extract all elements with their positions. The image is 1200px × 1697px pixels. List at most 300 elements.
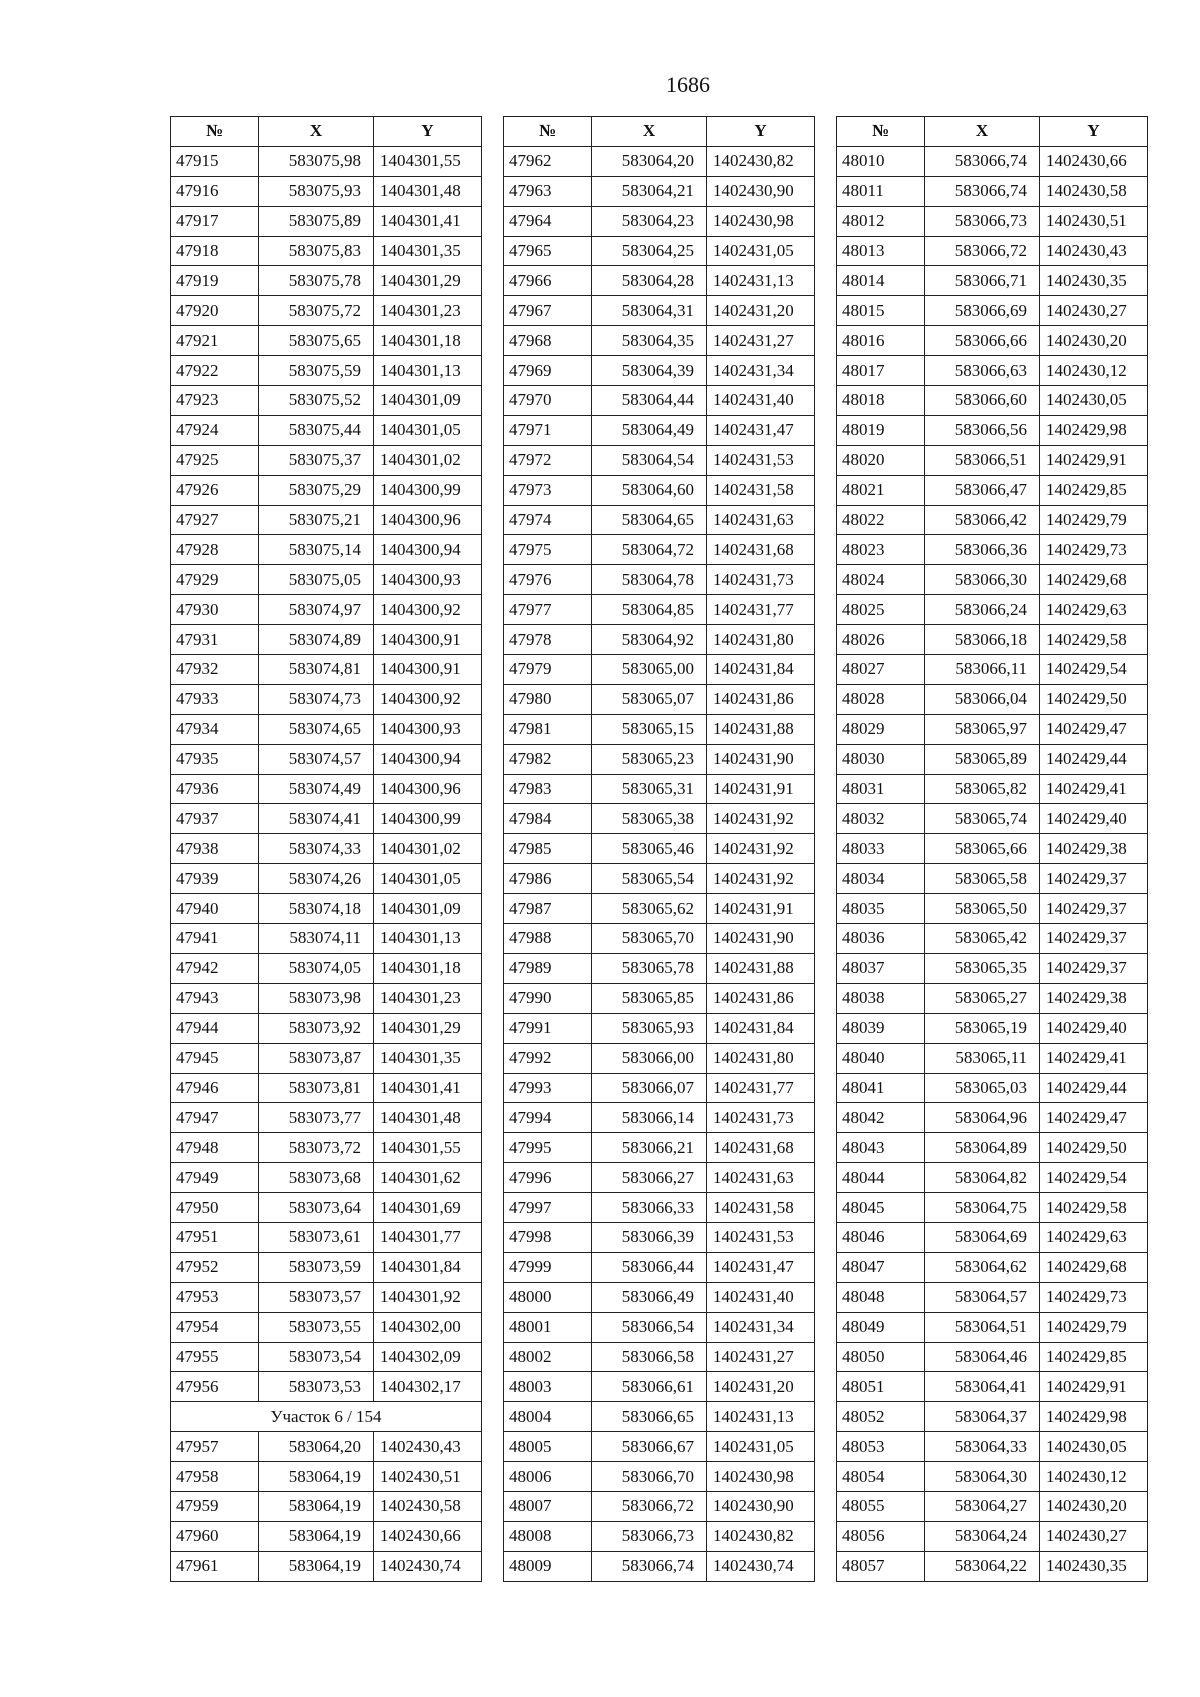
table-row <box>837 1521 1148 1551</box>
point-number-cell: 48029 <box>837 714 925 744</box>
y-coordinate-cell: 1404300,92 <box>374 595 482 625</box>
point-number-cell: 48044 <box>837 1163 925 1193</box>
header-y: Y <box>374 117 482 147</box>
x-coordinate-cell: 583066,33 <box>592 1193 707 1223</box>
coordinates-table-2 <box>503 116 815 1582</box>
y-coordinate-cell: 1404301,41 <box>374 206 482 236</box>
table-row <box>504 1163 815 1193</box>
x-coordinate-cell: 583066,07 <box>592 1073 707 1103</box>
point-number-cell: 47934 <box>171 714 259 744</box>
x-coordinate-cell: 583066,74 <box>925 176 1040 206</box>
table-row <box>171 386 482 416</box>
table-row <box>171 1193 482 1223</box>
point-number-cell: 48031 <box>837 774 925 804</box>
x-coordinate-cell: 583073,55 <box>259 1312 374 1342</box>
table-row <box>837 953 1148 983</box>
table-row <box>504 266 815 296</box>
table-row <box>837 1043 1148 1073</box>
table-row <box>837 1073 1148 1103</box>
y-coordinate-cell: 1402429,37 <box>1040 924 1148 954</box>
y-coordinate-cell: 1402429,63 <box>1040 595 1148 625</box>
table-row <box>171 1372 482 1402</box>
y-coordinate-cell: 1402431,47 <box>707 415 815 445</box>
table-row <box>171 206 482 236</box>
x-coordinate-cell: 583075,44 <box>259 415 374 445</box>
x-coordinate-cell: 583064,62 <box>925 1252 1040 1282</box>
x-coordinate-cell: 583066,73 <box>925 206 1040 236</box>
y-coordinate-cell: 1404301,29 <box>374 266 482 296</box>
table-row <box>837 1103 1148 1133</box>
y-coordinate-cell: 1402431,34 <box>707 1312 815 1342</box>
y-coordinate-cell: 1404301,41 <box>374 1073 482 1103</box>
table-row <box>504 804 815 834</box>
point-number-cell: 47966 <box>504 266 592 296</box>
table-row <box>504 445 815 475</box>
y-coordinate-cell: 1402429,47 <box>1040 714 1148 744</box>
point-number-cell: 48004 <box>504 1402 592 1432</box>
table-header-row <box>837 117 1148 147</box>
x-coordinate-cell: 583066,04 <box>925 684 1040 714</box>
table-row <box>504 744 815 774</box>
table-row <box>837 386 1148 416</box>
table-row <box>171 1043 482 1073</box>
x-coordinate-cell: 583065,50 <box>925 894 1040 924</box>
point-number-cell: 48033 <box>837 834 925 864</box>
x-coordinate-cell: 583074,26 <box>259 864 374 894</box>
table-row <box>171 894 482 924</box>
point-number-cell: 47941 <box>171 924 259 954</box>
point-number-cell: 48012 <box>837 206 925 236</box>
table-row <box>504 236 815 266</box>
x-coordinate-cell: 583064,57 <box>925 1282 1040 1312</box>
table-row <box>837 684 1148 714</box>
table-row <box>171 1222 482 1252</box>
x-coordinate-cell: 583066,73 <box>592 1521 707 1551</box>
x-coordinate-cell: 583064,75 <box>925 1193 1040 1223</box>
y-coordinate-cell: 1404301,23 <box>374 983 482 1013</box>
y-coordinate-cell: 1402429,40 <box>1040 1013 1148 1043</box>
x-coordinate-cell: 583065,15 <box>592 714 707 744</box>
y-coordinate-cell: 1402431,84 <box>707 1013 815 1043</box>
x-coordinate-cell: 583073,87 <box>259 1043 374 1073</box>
x-coordinate-cell: 583066,49 <box>592 1282 707 1312</box>
y-coordinate-cell: 1402429,98 <box>1040 415 1148 445</box>
y-coordinate-cell: 1402431,27 <box>707 326 815 356</box>
table-row <box>837 804 1148 834</box>
section-row <box>171 1402 482 1432</box>
x-coordinate-cell: 583075,21 <box>259 505 374 535</box>
coordinates-table-1 <box>170 116 482 1582</box>
table-row <box>837 744 1148 774</box>
point-number-cell: 47965 <box>504 236 592 266</box>
point-number-cell: 47935 <box>171 744 259 774</box>
point-number-cell: 47975 <box>504 535 592 565</box>
header-x: X <box>259 117 374 147</box>
x-coordinate-cell: 583066,66 <box>925 326 1040 356</box>
x-coordinate-cell: 583074,49 <box>259 774 374 804</box>
point-number-cell: 47972 <box>504 445 592 475</box>
table-row <box>837 1282 1148 1312</box>
y-coordinate-cell: 1402431,53 <box>707 1222 815 1252</box>
point-number-cell: 47989 <box>504 953 592 983</box>
x-coordinate-cell: 583064,19 <box>259 1491 374 1521</box>
point-number-cell: 47982 <box>504 744 592 774</box>
x-coordinate-cell: 583075,93 <box>259 176 374 206</box>
table-row <box>504 1073 815 1103</box>
y-coordinate-cell: 1404301,92 <box>374 1282 482 1312</box>
table-row <box>504 146 815 176</box>
x-coordinate-cell: 583065,19 <box>925 1013 1040 1043</box>
point-number-cell: 47930 <box>171 595 259 625</box>
y-coordinate-cell: 1402429,37 <box>1040 894 1148 924</box>
x-coordinate-cell: 583064,23 <box>592 206 707 236</box>
y-coordinate-cell: 1402431,86 <box>707 983 815 1013</box>
point-number-cell: 47957 <box>171 1432 259 1462</box>
x-coordinate-cell: 583065,74 <box>925 804 1040 834</box>
point-number-cell: 47937 <box>171 804 259 834</box>
point-number-cell: 48053 <box>837 1432 925 1462</box>
table-row <box>837 1551 1148 1581</box>
table-header-row <box>504 117 815 147</box>
table-row <box>837 535 1148 565</box>
point-number-cell: 47942 <box>171 953 259 983</box>
x-coordinate-cell: 583065,93 <box>592 1013 707 1043</box>
point-number-cell: 47921 <box>171 326 259 356</box>
table-row <box>837 326 1148 356</box>
table-row <box>504 595 815 625</box>
y-coordinate-cell: 1402429,47 <box>1040 1103 1148 1133</box>
table-row <box>837 1491 1148 1521</box>
y-coordinate-cell: 1404300,91 <box>374 625 482 655</box>
x-coordinate-cell: 583066,11 <box>925 655 1040 685</box>
y-coordinate-cell: 1404301,69 <box>374 1193 482 1223</box>
point-number-cell: 48030 <box>837 744 925 774</box>
table-row <box>837 1402 1148 1432</box>
y-coordinate-cell: 1402431,68 <box>707 1133 815 1163</box>
y-coordinate-cell: 1402430,58 <box>1040 176 1148 206</box>
y-coordinate-cell: 1404301,55 <box>374 1133 482 1163</box>
table-row <box>504 774 815 804</box>
table-row <box>504 714 815 744</box>
y-coordinate-cell: 1402430,51 <box>374 1462 482 1492</box>
x-coordinate-cell: 583064,28 <box>592 266 707 296</box>
point-number-cell: 48052 <box>837 1402 925 1432</box>
x-coordinate-cell: 583074,97 <box>259 595 374 625</box>
table-row <box>504 1342 815 1372</box>
point-number-cell: 47991 <box>504 1013 592 1043</box>
table-row <box>171 176 482 206</box>
point-number-cell: 47958 <box>171 1462 259 1492</box>
x-coordinate-cell: 583066,56 <box>925 415 1040 445</box>
point-number-cell: 48054 <box>837 1462 925 1492</box>
x-coordinate-cell: 583066,61 <box>592 1372 707 1402</box>
point-number-cell: 48049 <box>837 1312 925 1342</box>
x-coordinate-cell: 583074,33 <box>259 834 374 864</box>
y-coordinate-cell: 1402431,92 <box>707 834 815 864</box>
coordinates-table-3 <box>836 116 1148 1582</box>
point-number-cell: 47955 <box>171 1342 259 1372</box>
y-coordinate-cell: 1402431,63 <box>707 505 815 535</box>
point-number-cell: 47967 <box>504 296 592 326</box>
x-coordinate-cell: 583064,44 <box>592 386 707 416</box>
point-number-cell: 48028 <box>837 684 925 714</box>
table-row <box>837 266 1148 296</box>
x-coordinate-cell: 583064,54 <box>592 445 707 475</box>
table-row <box>837 595 1148 625</box>
table-row <box>504 894 815 924</box>
y-coordinate-cell: 1402430,27 <box>1040 1521 1148 1551</box>
table-row <box>504 505 815 535</box>
y-coordinate-cell: 1402429,50 <box>1040 1133 1148 1163</box>
y-coordinate-cell: 1404301,23 <box>374 296 482 326</box>
table-row <box>504 1282 815 1312</box>
x-coordinate-cell: 583066,24 <box>925 595 1040 625</box>
table-row <box>171 266 482 296</box>
point-number-cell: 47979 <box>504 655 592 685</box>
point-number-cell: 48032 <box>837 804 925 834</box>
point-number-cell: 47938 <box>171 834 259 864</box>
table-row <box>171 595 482 625</box>
x-coordinate-cell: 583065,38 <box>592 804 707 834</box>
x-coordinate-cell: 583075,89 <box>259 206 374 236</box>
table-row <box>504 1133 815 1163</box>
x-coordinate-cell: 583065,70 <box>592 924 707 954</box>
table-row <box>504 655 815 685</box>
table-row <box>171 1342 482 1372</box>
table-header-row <box>171 117 482 147</box>
point-number-cell: 47947 <box>171 1103 259 1133</box>
x-coordinate-cell: 583064,25 <box>592 236 707 266</box>
table-row <box>837 565 1148 595</box>
x-coordinate-cell: 583065,82 <box>925 774 1040 804</box>
x-coordinate-cell: 583064,49 <box>592 415 707 445</box>
section-label: Участок 6 / 154 <box>171 1402 482 1432</box>
point-number-cell: 48016 <box>837 326 925 356</box>
table-row <box>504 1372 815 1402</box>
point-number-cell: 48001 <box>504 1312 592 1342</box>
x-coordinate-cell: 583073,54 <box>259 1342 374 1372</box>
y-coordinate-cell: 1402430,66 <box>374 1521 482 1551</box>
point-number-cell: 47950 <box>171 1193 259 1223</box>
y-coordinate-cell: 1404301,05 <box>374 864 482 894</box>
table-row <box>171 655 482 685</box>
x-coordinate-cell: 583064,96 <box>925 1103 1040 1133</box>
point-number-cell: 48018 <box>837 386 925 416</box>
y-coordinate-cell: 1402430,20 <box>1040 326 1148 356</box>
table-row <box>837 1193 1148 1223</box>
table-row <box>837 1312 1148 1342</box>
table-row <box>837 655 1148 685</box>
y-coordinate-cell: 1402429,54 <box>1040 1163 1148 1193</box>
y-coordinate-cell: 1402431,90 <box>707 744 815 774</box>
point-number-cell: 47960 <box>171 1521 259 1551</box>
table-row <box>837 625 1148 655</box>
point-number-cell: 47918 <box>171 236 259 266</box>
table-row <box>837 176 1148 206</box>
x-coordinate-cell: 583073,92 <box>259 1013 374 1043</box>
y-coordinate-cell: 1402430,90 <box>707 1491 815 1521</box>
table-row <box>171 1163 482 1193</box>
table-row <box>504 176 815 206</box>
table-row <box>837 1222 1148 1252</box>
x-coordinate-cell: 583066,72 <box>592 1491 707 1521</box>
table-row <box>504 1043 815 1073</box>
x-coordinate-cell: 583065,23 <box>592 744 707 774</box>
x-coordinate-cell: 583064,92 <box>592 625 707 655</box>
table-row <box>504 356 815 386</box>
point-number-cell: 48040 <box>837 1043 925 1073</box>
x-coordinate-cell: 583064,19 <box>259 1521 374 1551</box>
table-row <box>171 953 482 983</box>
y-coordinate-cell: 1402430,98 <box>707 206 815 236</box>
table-row <box>837 714 1148 744</box>
y-coordinate-cell: 1402429,58 <box>1040 625 1148 655</box>
y-coordinate-cell: 1404301,48 <box>374 176 482 206</box>
x-coordinate-cell: 583064,24 <box>925 1521 1040 1551</box>
point-number-cell: 48036 <box>837 924 925 954</box>
x-coordinate-cell: 583066,65 <box>592 1402 707 1432</box>
x-coordinate-cell: 583074,05 <box>259 953 374 983</box>
y-coordinate-cell: 1404302,17 <box>374 1372 482 1402</box>
table-row <box>171 535 482 565</box>
y-coordinate-cell: 1402430,98 <box>707 1462 815 1492</box>
point-number-cell: 47996 <box>504 1163 592 1193</box>
y-coordinate-cell: 1402431,77 <box>707 1073 815 1103</box>
x-coordinate-cell: 583064,89 <box>925 1133 1040 1163</box>
point-number-cell: 47932 <box>171 655 259 685</box>
point-number-cell: 47933 <box>171 684 259 714</box>
table-row <box>837 445 1148 475</box>
y-coordinate-cell: 1402431,05 <box>707 236 815 266</box>
y-coordinate-cell: 1402429,54 <box>1040 655 1148 685</box>
table-row <box>171 1432 482 1462</box>
table-row <box>504 983 815 1013</box>
point-number-cell: 48024 <box>837 565 925 595</box>
table-row <box>171 505 482 535</box>
y-coordinate-cell: 1402430,12 <box>1040 356 1148 386</box>
x-coordinate-cell: 583064,35 <box>592 326 707 356</box>
table-row <box>504 1432 815 1462</box>
point-number-cell: 47945 <box>171 1043 259 1073</box>
point-number-cell: 48023 <box>837 535 925 565</box>
y-coordinate-cell: 1402430,35 <box>1040 266 1148 296</box>
y-coordinate-cell: 1402429,37 <box>1040 953 1148 983</box>
header-y: Y <box>707 117 815 147</box>
table-row <box>504 1521 815 1551</box>
point-number-cell: 47936 <box>171 774 259 804</box>
x-coordinate-cell: 583073,81 <box>259 1073 374 1103</box>
y-coordinate-cell: 1404301,35 <box>374 236 482 266</box>
y-coordinate-cell: 1402429,73 <box>1040 1282 1148 1312</box>
y-coordinate-cell: 1402430,27 <box>1040 296 1148 326</box>
x-coordinate-cell: 583066,44 <box>592 1252 707 1282</box>
x-coordinate-cell: 583074,57 <box>259 744 374 774</box>
table-row <box>171 326 482 356</box>
table-row <box>504 1222 815 1252</box>
table-row <box>504 864 815 894</box>
table-row <box>171 565 482 595</box>
point-number-cell: 47925 <box>171 445 259 475</box>
y-coordinate-cell: 1402431,92 <box>707 864 815 894</box>
table-row <box>171 834 482 864</box>
x-coordinate-cell: 583066,36 <box>925 535 1040 565</box>
table-row <box>504 565 815 595</box>
y-coordinate-cell: 1404301,62 <box>374 1163 482 1193</box>
y-coordinate-cell: 1402430,90 <box>707 176 815 206</box>
y-coordinate-cell: 1404300,99 <box>374 804 482 834</box>
x-coordinate-cell: 583073,61 <box>259 1222 374 1252</box>
table-row <box>171 146 482 176</box>
point-number-cell: 47951 <box>171 1222 259 1252</box>
point-number-cell: 47920 <box>171 296 259 326</box>
point-number-cell: 48035 <box>837 894 925 924</box>
x-coordinate-cell: 583075,29 <box>259 475 374 505</box>
x-coordinate-cell: 583073,72 <box>259 1133 374 1163</box>
table-row <box>171 1521 482 1551</box>
x-coordinate-cell: 583064,85 <box>592 595 707 625</box>
table-row <box>837 1462 1148 1492</box>
table-row <box>504 1252 815 1282</box>
table-row <box>171 356 482 386</box>
point-number-cell: 47959 <box>171 1491 259 1521</box>
x-coordinate-cell: 583065,00 <box>592 655 707 685</box>
point-number-cell: 47929 <box>171 565 259 595</box>
y-coordinate-cell: 1404301,55 <box>374 146 482 176</box>
table-row <box>504 1312 815 1342</box>
y-coordinate-cell: 1402430,66 <box>1040 146 1148 176</box>
point-number-cell: 48055 <box>837 1491 925 1521</box>
x-coordinate-cell: 583066,14 <box>592 1103 707 1133</box>
y-coordinate-cell: 1402429,63 <box>1040 1222 1148 1252</box>
table-row <box>171 1551 482 1581</box>
point-number-cell: 47969 <box>504 356 592 386</box>
point-number-cell: 47954 <box>171 1312 259 1342</box>
y-coordinate-cell: 1402431,05 <box>707 1432 815 1462</box>
y-coordinate-cell: 1402430,51 <box>1040 206 1148 236</box>
point-number-cell: 47916 <box>171 176 259 206</box>
point-number-cell: 47924 <box>171 415 259 445</box>
point-number-cell: 47981 <box>504 714 592 744</box>
y-coordinate-cell: 1402431,92 <box>707 804 815 834</box>
y-coordinate-cell: 1404300,92 <box>374 684 482 714</box>
table-row <box>171 744 482 774</box>
y-coordinate-cell: 1402429,79 <box>1040 1312 1148 1342</box>
y-coordinate-cell: 1402431,20 <box>707 1372 815 1402</box>
point-number-cell: 47993 <box>504 1073 592 1103</box>
y-coordinate-cell: 1404300,94 <box>374 744 482 774</box>
y-coordinate-cell: 1402431,88 <box>707 953 815 983</box>
point-number-cell: 47928 <box>171 535 259 565</box>
x-coordinate-cell: 583065,46 <box>592 834 707 864</box>
x-coordinate-cell: 583064,60 <box>592 475 707 505</box>
x-coordinate-cell: 583066,21 <box>592 1133 707 1163</box>
x-coordinate-cell: 583066,74 <box>925 146 1040 176</box>
point-number-cell: 48026 <box>837 625 925 655</box>
point-number-cell: 47946 <box>171 1073 259 1103</box>
table-row <box>837 356 1148 386</box>
table-row <box>504 1491 815 1521</box>
point-number-cell: 47983 <box>504 774 592 804</box>
x-coordinate-cell: 583073,57 <box>259 1282 374 1312</box>
table-row <box>837 236 1148 266</box>
point-number-cell: 48000 <box>504 1282 592 1312</box>
point-number-cell: 47998 <box>504 1222 592 1252</box>
y-coordinate-cell: 1404301,84 <box>374 1252 482 1282</box>
table-row <box>837 1163 1148 1193</box>
point-number-cell: 48039 <box>837 1013 925 1043</box>
x-coordinate-cell: 583066,54 <box>592 1312 707 1342</box>
y-coordinate-cell: 1404301,09 <box>374 894 482 924</box>
